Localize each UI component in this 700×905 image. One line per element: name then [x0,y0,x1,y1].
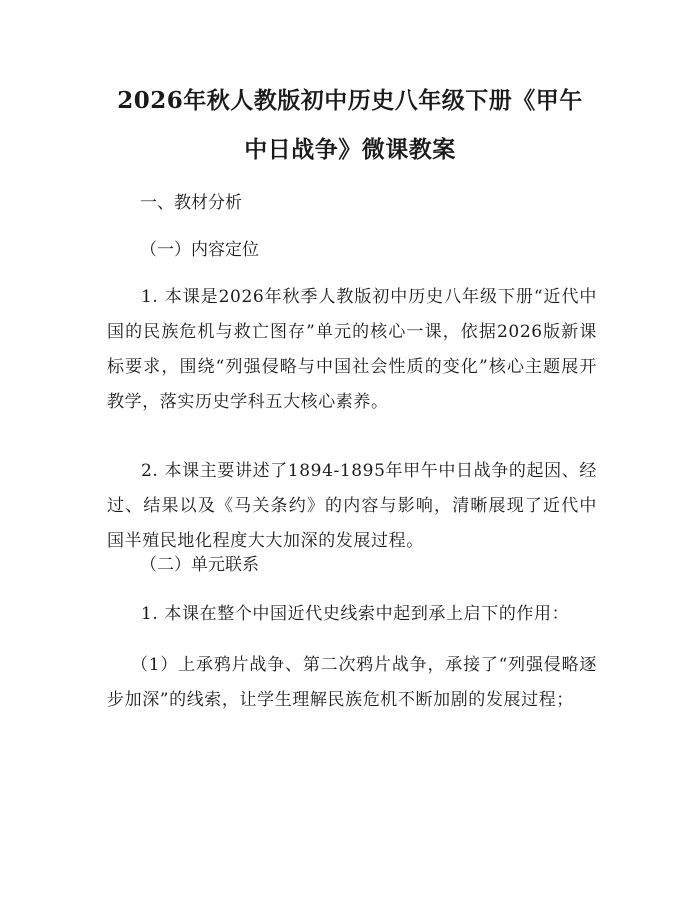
paragraph-1: 1. 本课是2026年秋季人教版初中历史八年级下册“近代中国的民族危机与救亡图存”单元的核心一课，依据2026版新课标要求，围绕“列强侵略与中国社会性质的变化”核心主题展开教学，落实历史学科五大核心素养。 [107,287,597,412]
subsection-heading-unit-connection: （二）单元联系 [140,555,259,575]
paragraph-4: （1）上承鸦片战争、第二次鸦片战争，承接了“列强侵略逐步加深”的线索，让学生理解民族危机不断加剧的发展过程； [107,655,597,710]
paragraph-3: 1. 本课在整个中国近代史线索中起到承上启下的作用： [141,604,570,624]
document-title-line1: 2026年秋人教版初中历史八年级下册《甲午 [117,87,583,114]
document-title-line2: 中日战争》微课教案 [244,136,456,163]
section-heading-textbook-analysis: 一、教材分析 [140,193,242,213]
paragraph-2: 2. 本课主要讲述了1894-1895年甲午中日战争的起因、经过、结果以及《马关条约》的内容与影响，清晰展现了近代中国半殖民地化程度大大加深的发展过程。 [107,461,597,551]
subsection-heading-content-positioning: （一）内容定位 [140,240,259,260]
